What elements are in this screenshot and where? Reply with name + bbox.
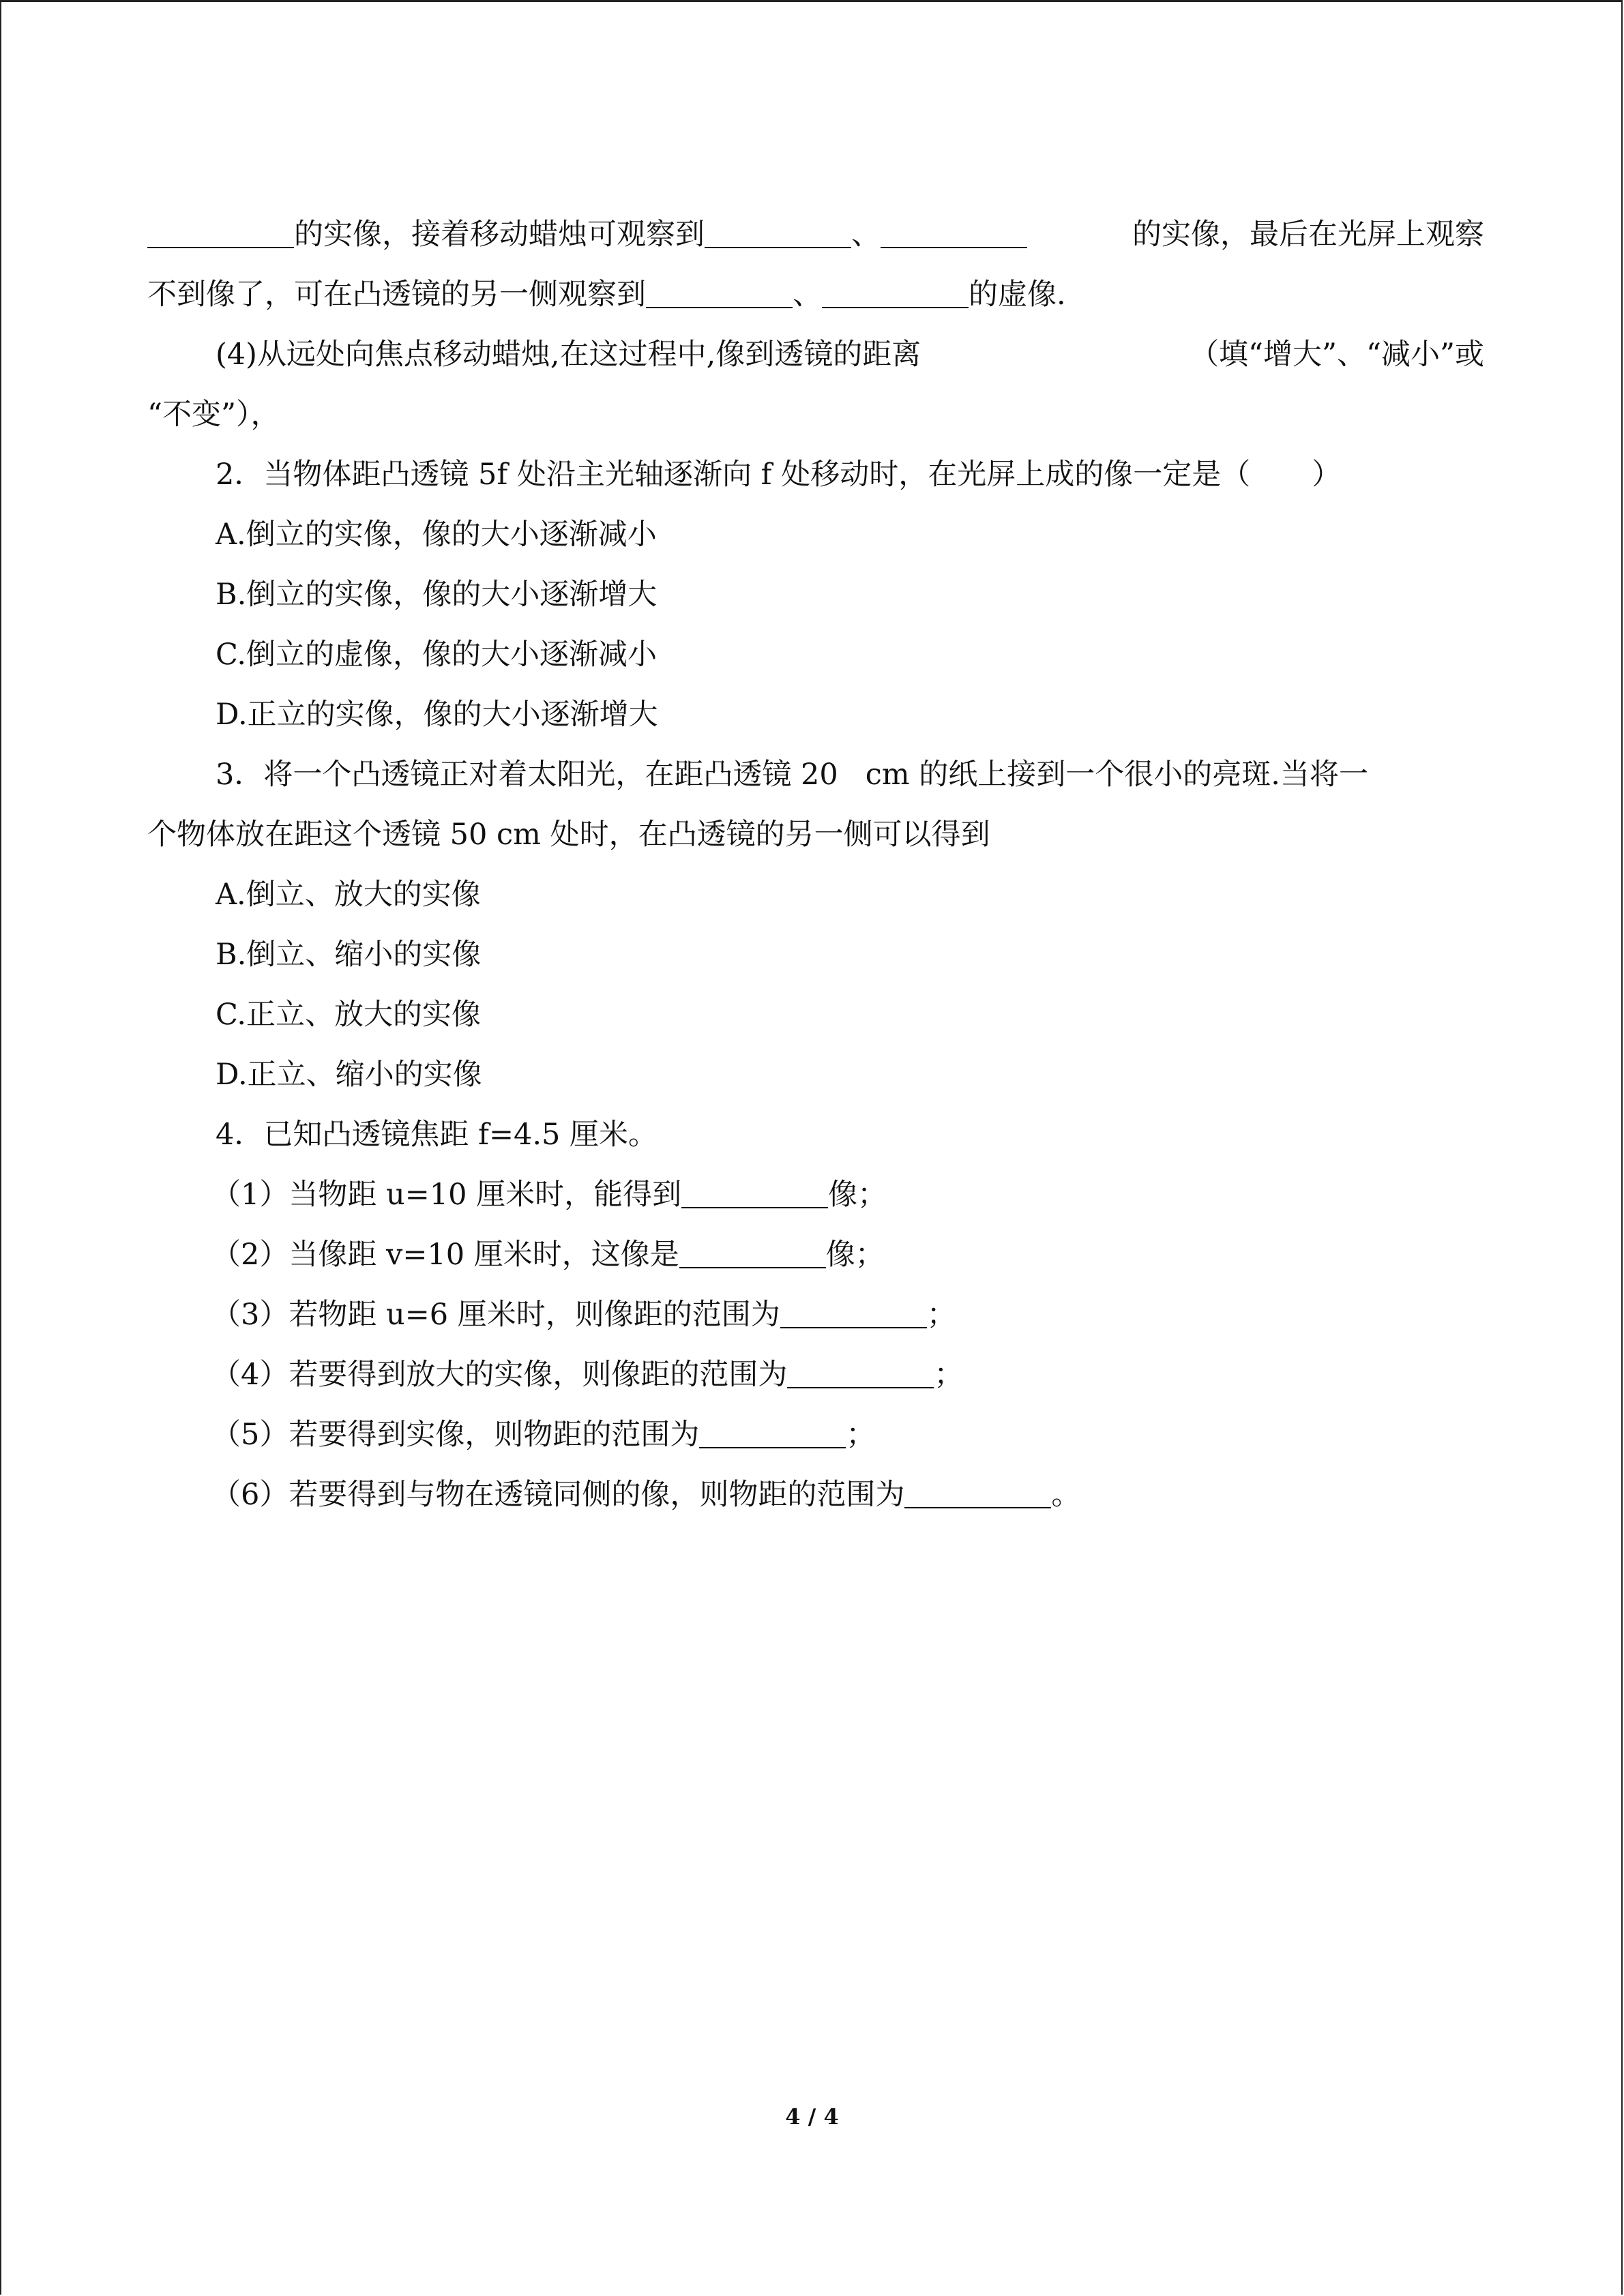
answer-blank[interactable] bbox=[681, 1173, 828, 1208]
answer-blank[interactable] bbox=[822, 273, 969, 308]
q2-option-b: B.倒立的实像，像的大小逐渐增大 bbox=[216, 578, 658, 612]
document-body bbox=[147, 205, 1484, 1525]
q3-option-b: B.倒立、缩小的实像 bbox=[216, 938, 482, 972]
q2-option-a: A.倒立的实像，像的大小逐渐减小 bbox=[216, 518, 657, 552]
q1-part-4: (4)从远处向焦点移动蜡烛,在这过程中,像到透镜的距离 （填“增大”、“减小”或 bbox=[216, 338, 1484, 372]
q3-option-a: A.倒立、放大的实像 bbox=[216, 878, 481, 912]
answer-blank[interactable] bbox=[904, 1473, 1051, 1508]
answer-blank[interactable] bbox=[705, 213, 851, 248]
q1-part-4-continuation: “不变”）， bbox=[147, 398, 280, 432]
q3-option-d: D.正立、缩小的实像 bbox=[216, 1058, 482, 1092]
line-1-end: 的实像，最后在光屏上观察 bbox=[1132, 218, 1484, 252]
q4-item-2: （2）当像距 v=10 厘米时，这像是 像； bbox=[147, 1225, 1484, 1285]
q4-item-4: （4）若要得到放大的实像，则像距的范围为 ； bbox=[147, 1345, 1484, 1405]
q4-item-5: （5）若要得到实像，则物距的范围为 ； bbox=[147, 1405, 1484, 1465]
line-1-start: 的实像，接着移动蜡烛可观察到 、 bbox=[147, 205, 1027, 265]
page-number: 4 / 4 bbox=[785, 2104, 839, 2130]
q4-item-6: （6）若要得到与物在透镜同侧的像，则物距的范围为 。 bbox=[147, 1465, 1484, 1525]
q4-item-3: （3）若物距 u=6 厘米时，则像距的范围为 ； bbox=[147, 1285, 1484, 1345]
q3-option-c: C.正立、放大的实像 bbox=[216, 998, 482, 1032]
answer-blank[interactable] bbox=[699, 1413, 846, 1448]
q4-item-1: （1）当物距 u=10 厘米时，能得到 像； bbox=[147, 1165, 1484, 1225]
answer-blank[interactable] bbox=[881, 213, 1027, 248]
q1-continuation-line-2: 不到像了，可在凸透镜的另一侧观察到 、 的虚像. bbox=[147, 265, 1484, 325]
question-3-stem-line-2: 个物体放在距这个透镜 50 cm 处时，在凸透镜的另一侧可以得到 bbox=[147, 818, 990, 852]
answer-blank[interactable] bbox=[679, 1233, 826, 1268]
q2-option-d: D.正立的实像，像的大小逐渐增大 bbox=[216, 698, 658, 732]
q2-option-c: C.倒立的虚像，像的大小逐渐减小 bbox=[216, 638, 658, 672]
question-4-stem: 4．已知凸透镜焦距 f=4.5 厘米。 bbox=[216, 1118, 658, 1152]
q1-continuation-line-1 bbox=[147, 205, 1484, 265]
answer-blank[interactable] bbox=[646, 273, 793, 308]
question-2-stem: 2．当物体距凸透镜 5f 处沿主光轴逐渐向 f 处移动时，在光屏上成的像一定是（ ） bbox=[216, 458, 1342, 492]
answer-blank[interactable] bbox=[147, 213, 294, 248]
answer-blank[interactable] bbox=[787, 1353, 934, 1388]
question-3-stem-line-1: 3．将一个凸透镜正对着太阳光，在距凸透镜 20 cm 的纸上接到一个很小的亮斑.当将一 bbox=[216, 758, 1368, 792]
answer-blank[interactable] bbox=[780, 1293, 927, 1328]
